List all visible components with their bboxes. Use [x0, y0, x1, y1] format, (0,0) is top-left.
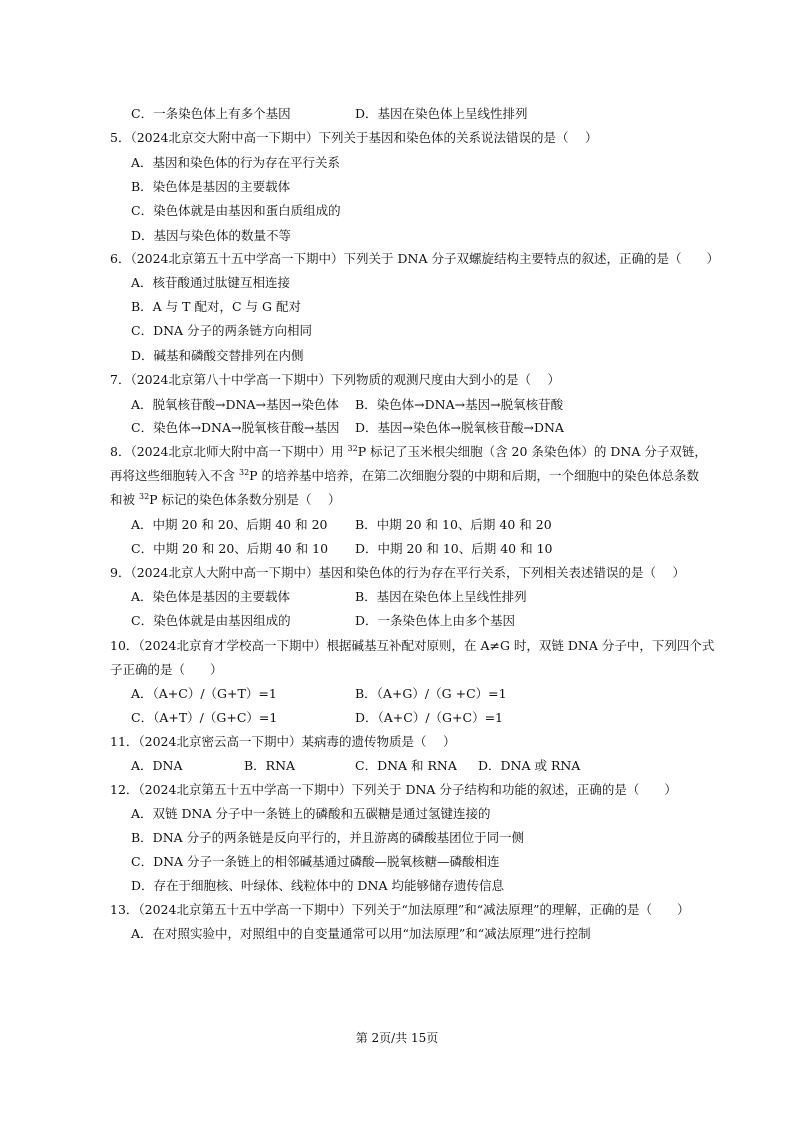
option-text: D．（A+C）/（G+C）=1	[355, 710, 503, 725]
question-text: 11．（2024北京密云高一下期中）某病毒的遗传物质是（ ）	[110, 734, 456, 749]
superscript: 32	[138, 491, 150, 501]
option-text: D．基因与染色体的数量不等	[131, 228, 292, 243]
option-text: B．基因在染色体上呈线性排列	[355, 589, 527, 604]
option-text: D．基因→染色体→脱氧核苷酸→DNA	[355, 420, 564, 435]
question-text-part: P 标记了玉米根尖细胞（含 20 条染色体）的 DNA 分子双链，	[357, 444, 707, 459]
question-text	[110, 492, 341, 508]
option-text: B．（A+G）/（G +C）=1	[355, 686, 507, 701]
question-text	[110, 444, 707, 460]
superscript: 32	[347, 443, 358, 453]
question-text-part: 和被	[110, 492, 139, 507]
option-text: B．DNA 分子的两条链是反向平行的，并且游离的磷酸基团位于同一侧	[131, 830, 525, 845]
option-text: A．核苷酸通过肽键互相连接	[131, 275, 291, 290]
option-text: C．染色体→DNA→脱氧核苷酸→基因	[131, 420, 340, 435]
option-text: B．RNA	[244, 758, 296, 773]
question-text-part: P 标记的染色体条数分别是（ ）	[149, 492, 341, 507]
option-text: D．基因在染色体上呈线性排列	[355, 106, 528, 121]
option-text: C．染色体就是由基因和蛋白质组成的	[131, 203, 341, 218]
option-text: D．碱基和磷酸交替排列在内侧	[131, 348, 304, 363]
option-text: B．中期 20 和 10、后期 40 和 20	[355, 517, 552, 532]
question-text-part: 8．（2024北京北师大附中高一下期中）用	[110, 444, 348, 459]
option-text: C．中期 20 和 20、后期 40 和 10	[131, 541, 329, 556]
question-text: 5．（2024北京交大附中高一下期中）下列关于基因和染色体的关系说法错误的是（ ）	[110, 130, 598, 145]
option-text: A．基因和染色体的行为存在平行关系	[131, 155, 341, 170]
option-text: A．染色体是基因的主要载体	[131, 589, 291, 604]
option-text: A．中期 20 和 20、后期 40 和 20	[131, 517, 328, 532]
question-text	[110, 468, 699, 484]
question-text-part: 再将这些细胞转入不含	[110, 468, 239, 483]
question-text: 12．（2024北京第五十五中学高一下期中）下列关于 DNA 分子结构和功能的叙述，正确的是（ ）	[110, 782, 677, 797]
question-text-part: P 的培养基中培养，在第二次细胞分裂的中期和后期，一个细胞中的染色体总条数	[249, 468, 700, 483]
option-text: C．（A+T）/（G+C）=1	[131, 710, 278, 725]
option-text: B．染色体→DNA→基因→脱氧核苷酸	[355, 397, 564, 412]
option-text: D．存在于细胞核、叶绿体、线粒体中的 DNA 均能够储存遗传信息	[131, 878, 504, 893]
page-footer: 第 2页/共 15页	[355, 1031, 439, 1045]
question-text: 13．（2024北京第五十五中学高一下期中）下列关于“加法原理”和“减法原理”的理解，正确的是（ ）	[110, 902, 690, 917]
question-text: 7．（2024北京第八十中学高一下期中）下列物质的观测尺度由大到小的是（ ）	[110, 372, 560, 387]
option-text: A．DNA	[131, 758, 183, 773]
question-text: 9．（2024北京人大附中高一下期中）基因和染色体的行为存在平行关系，下列相关表述错误的是（ ）	[110, 565, 685, 580]
option-text: B．A 与 T 配对，C 与 G 配对	[131, 299, 301, 314]
option-text: B．染色体是基因的主要载体	[131, 179, 291, 194]
option-text: C．一条染色体上有多个基因	[131, 106, 291, 121]
option-text: D．DNA 或 RNA	[478, 758, 581, 773]
option-text: C．DNA 分子一条链上的相邻碱基通过磷酸—脱氧核糖—磷酸相连	[131, 854, 500, 869]
option-text: A．双链 DNA 分子中一条链上的磷酸和五碳糖是通过氢键连接的	[131, 806, 491, 821]
option-text: A．在对照实验中，对照组中的自变量通常可以用“加法原理”和“减法原理”进行控制	[131, 926, 591, 941]
question-text: 子正确的是（ ）	[110, 662, 223, 677]
option-text: C．染色体就是由基因组成的	[131, 613, 291, 628]
option-text: D．一条染色体上由多个基因	[355, 613, 516, 628]
question-text: 10．（2024北京育才学校高一下期中）根据碱基互补配对原则，在 A≠G 时，双链 DNA 分子中，下列四个式	[110, 638, 715, 653]
option-text: A．（A+C）/（G+T）=1	[131, 686, 277, 701]
option-text: D．中期 20 和 10、后期 40 和 10	[355, 541, 553, 556]
option-text: C．DNA 和 RNA	[355, 758, 457, 773]
question-text: 6．（2024北京第五十五中学高一下期中）下列关于 DNA 分子双螺旋结构主要特点的叙述，正确的是（ ）	[110, 251, 719, 266]
superscript: 32	[238, 467, 250, 477]
option-text: A．脱氧核苷酸→DNA→基因→染色体	[131, 397, 339, 412]
option-text: C．DNA 分子的两条链方向相同	[131, 323, 313, 338]
